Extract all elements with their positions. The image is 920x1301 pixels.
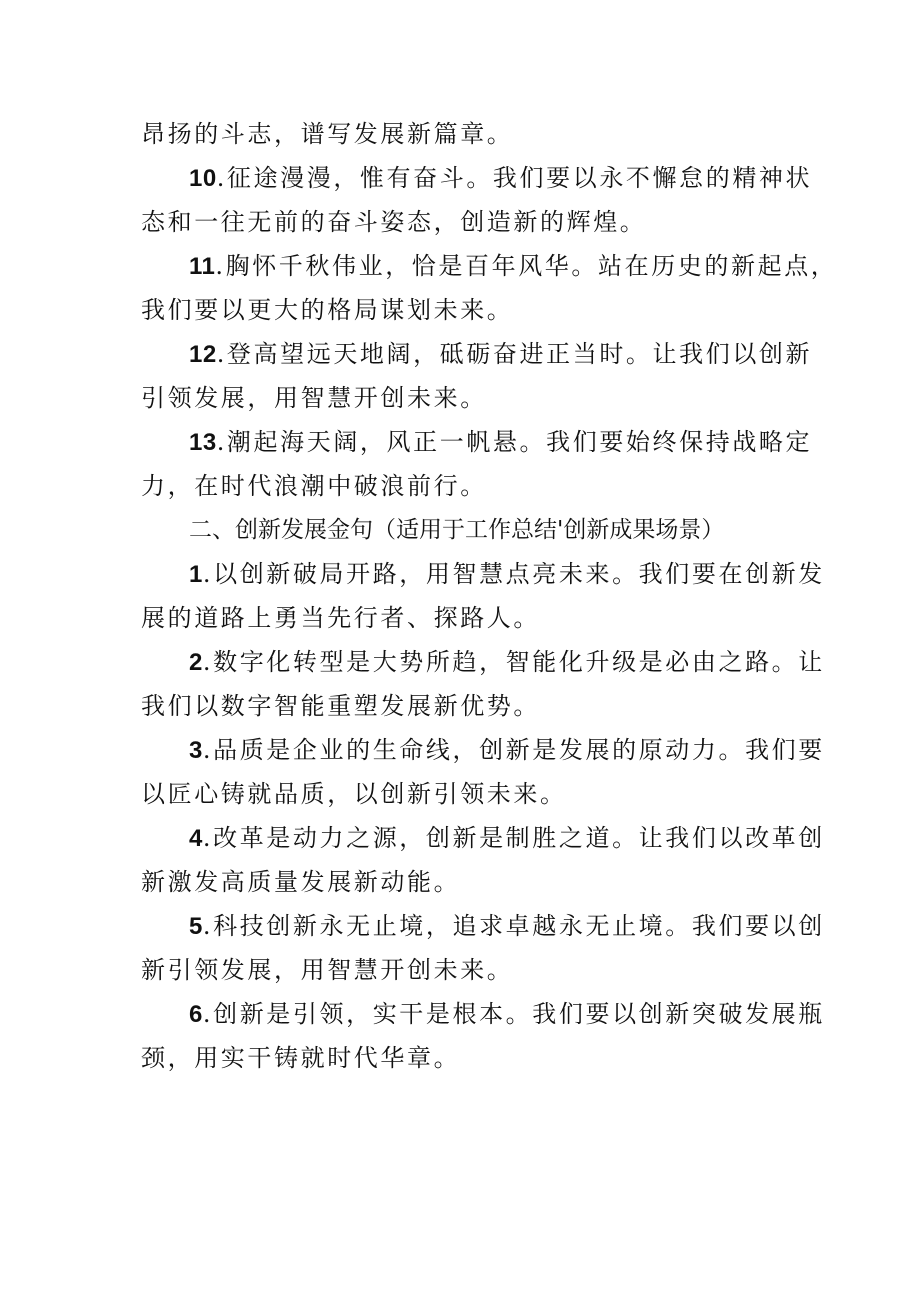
item-number: 5 xyxy=(189,913,203,940)
list-item-12 xyxy=(141,332,813,376)
list-item-10 xyxy=(141,156,813,200)
line-text: .数字化转型是大势所趋，智能化升级是必由之路。让 xyxy=(202,648,825,676)
line-text: 展的道路上勇当先行者、探路人。 xyxy=(141,604,540,632)
paragraph-line xyxy=(141,464,791,508)
line-text: 我们以数字智能重塑发展新优势。 xyxy=(141,692,540,720)
line-text: .品质是企业的生命线，创新是发展的原动力。我们要 xyxy=(202,736,825,764)
line-text: 昂扬的斗志，谱写发展新篇章。 xyxy=(141,120,514,148)
paragraph-line xyxy=(141,596,791,640)
line-text: 力，在时代浪潮中破浪前行。 xyxy=(141,472,487,500)
line-text: 新引领发展，用智慧开创未来。 xyxy=(141,956,514,984)
list-item-2 xyxy=(141,640,825,684)
item-number: 13 xyxy=(189,429,217,456)
list-item-1 xyxy=(141,552,825,596)
line-text: .以创新破局开路，用智慧点亮未来。我们要在创新发 xyxy=(202,560,825,588)
item-number: 11 xyxy=(189,253,216,280)
list-item-13 xyxy=(141,420,813,464)
line-text: .胸怀千秋伟业，恰是百年风华。站在历史的新起点， xyxy=(215,252,838,280)
paragraph-line xyxy=(141,684,791,728)
line-text: 引领发展，用智慧开创未来。 xyxy=(141,384,487,412)
line-text: 颈，用实干铸就时代华章。 xyxy=(141,1044,461,1072)
line-text: 新激发高质量发展新动能。 xyxy=(141,868,461,896)
item-number: 6 xyxy=(189,1001,203,1028)
document-body xyxy=(141,112,838,1080)
line-text: .科技创新永无止境，追求卓越永无止境。我们要以创 xyxy=(202,912,825,940)
line-text: .潮起海天阔，风正一帆悬。我们要始终保持战略定 xyxy=(216,428,813,456)
item-number: 12 xyxy=(189,341,217,368)
line-text: .改革是动力之源，创新是制胜之道。让我们以改革创 xyxy=(202,824,825,852)
item-number: 4 xyxy=(189,825,203,852)
item-number: 1 xyxy=(189,561,203,588)
paragraph-line xyxy=(141,1036,791,1080)
paragraph-line xyxy=(141,200,791,244)
list-item-11 xyxy=(141,244,838,288)
item-number: 3 xyxy=(189,737,203,764)
line-text: .征途漫漫，惟有奋斗。我们要以永不懈怠的精神状 xyxy=(216,164,813,192)
item-number: 2 xyxy=(189,649,203,676)
line-text: .登高望远天地阔，砥砺奋进正当时。让我们以创新 xyxy=(216,340,813,368)
item-number: 10 xyxy=(189,165,217,192)
paragraph-line xyxy=(141,948,791,992)
list-item-5 xyxy=(141,904,825,948)
list-item-4 xyxy=(141,816,825,860)
list-item-6 xyxy=(141,992,825,1036)
paragraph-line xyxy=(141,112,791,156)
line-text: .创新是引领，实干是根本。我们要以创新突破发展瓶 xyxy=(202,1000,825,1028)
line-text: 我们要以更大的格局谋划未来。 xyxy=(141,296,514,324)
paragraph-line xyxy=(141,376,791,420)
section-heading xyxy=(141,508,791,552)
list-item-3 xyxy=(141,728,825,772)
paragraph-line xyxy=(141,772,791,816)
section-heading-text: 二、创新发展金句（适用于工作总结'创新成果场景） xyxy=(189,517,725,543)
paragraph-line xyxy=(141,860,791,904)
line-text: 以匠心铸就品质，以创新引领未来。 xyxy=(141,780,567,808)
line-text: 态和一往无前的奋斗姿态，创造新的辉煌。 xyxy=(141,208,647,236)
paragraph-line xyxy=(141,288,791,332)
